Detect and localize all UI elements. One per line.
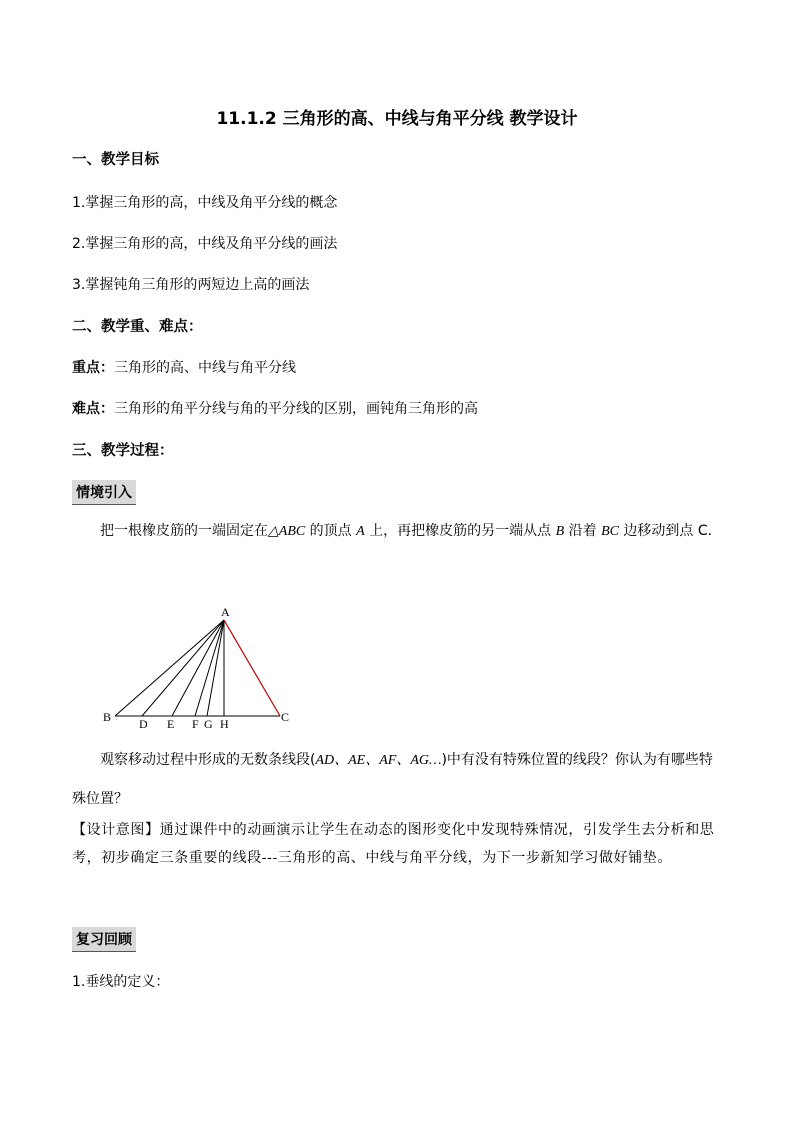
document-title: 11.1.2 三角形的高、中线与角平分线 教学设计 (216, 109, 578, 129)
label-g: G (204, 717, 213, 731)
triangle-symbol: △ABC (268, 524, 306, 539)
segment-ae (172, 620, 224, 716)
label-h: H (220, 717, 229, 731)
objective-item-1: 1.掌握三角形的高，中线及角平分线的概念 (72, 195, 338, 211)
objective-item-2: 2.掌握三角形的高，中线及角平分线的画法 (72, 236, 338, 252)
design-intent: 【设计意图】通过课件中的动画演示让学生在动态的图形变化中发现特殊情况，引发学生去分析和思考，初步确定三条重要的线段---三角形的高、中线与角平分线，为下一步新知学习做好铺垫。 (72, 822, 715, 866)
intro-text-1: 把一根橡皮筋的一端固定在 (100, 523, 268, 539)
key-point-text: 三角形的高、中线与角平分线 (114, 360, 296, 376)
label-d: D (139, 717, 148, 731)
segment-ad (142, 620, 224, 716)
section-heading-key-points: 二、教学重、难点： (72, 319, 203, 335)
difficulty-label: 难点： (72, 401, 114, 417)
intro-text-2: 的顶点 (305, 523, 357, 539)
label-e: E (167, 717, 175, 731)
intro-text-4: 沿着 (564, 523, 602, 539)
tag-review: 复习回顾 (72, 927, 136, 952)
figure-segments (115, 620, 280, 716)
segment-ab (115, 620, 224, 716)
key-point-label: 重点： (72, 360, 114, 376)
tag-intro: 情境引入 (72, 480, 136, 505)
intro-paragraph (72, 512, 720, 551)
objective-item-3: 3.掌握钝角三角形的两短边上高的画法 (72, 277, 310, 293)
segment-ac-red (224, 620, 280, 716)
label-b: B (103, 710, 112, 724)
section-heading-objectives: 一、教学目标 (72, 152, 159, 168)
observe-text-1: 观察移动过程中形成的无数条线段( (100, 752, 316, 768)
intro-text-5: 边移动到点 C. (618, 523, 713, 539)
observe-text-2: )中有没有特殊位置的线段？你认为有哪些特殊位置？ (72, 752, 713, 807)
section-heading-process: 三、教学过程： (72, 443, 174, 459)
difficulty-line (72, 398, 478, 418)
point-b-ref: B (555, 524, 565, 539)
intro-text-3: 上，再把橡皮筋的另一端从点 (364, 523, 556, 539)
label-c: C (281, 710, 290, 724)
point-a-ref: A (356, 524, 365, 539)
key-point-line (72, 357, 296, 377)
observe-paragraph (72, 741, 720, 819)
review-item-1: 1.垂线的定义： (72, 974, 170, 990)
segment-list: AD、AE、AF、AG… (315, 753, 442, 768)
side-bc-ref: BC (601, 524, 619, 539)
triangle-figure (100, 604, 300, 734)
label-a: A (221, 605, 230, 619)
label-f: F (192, 717, 199, 731)
difficulty-text: 三角形的角平分线与角的平分线的区别，画钝角三角形的高 (114, 401, 478, 417)
